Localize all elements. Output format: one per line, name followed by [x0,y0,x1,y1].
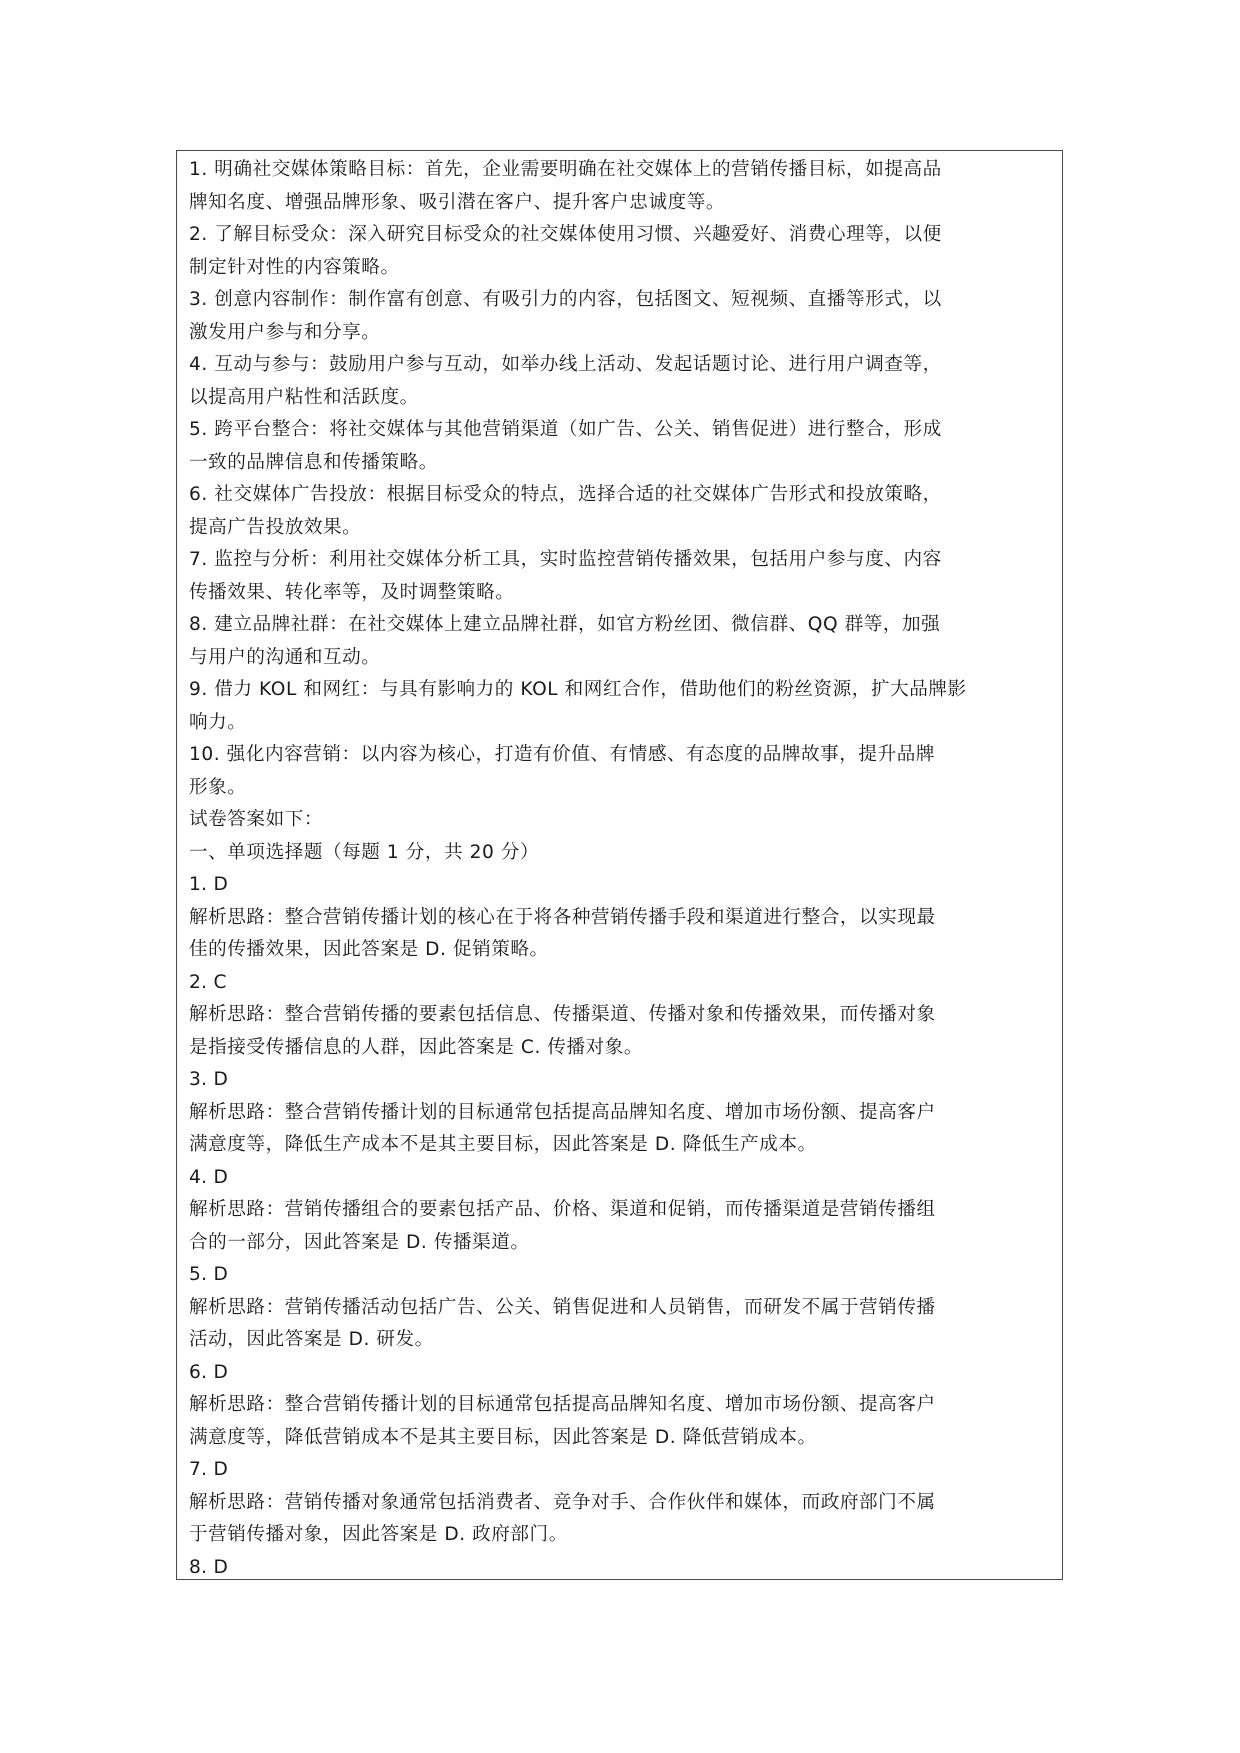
strategy-item-1 [189,154,1050,219]
strategy-line: 响力。 [189,711,247,733]
strategy-line: 5. 跨平台整合：将社交媒体与其他营销渠道（如广告、公关、销售促进）进行整合，形成 [189,419,942,440]
analysis-line: 合的一部分，因此答案是 D. 传播渠道。 [189,1231,530,1253]
content-table-cell [176,150,1063,1580]
answer-label: 6. D [189,1361,229,1383]
analysis-line: 解析思路：营销传播组合的要素包括产品、价格、渠道和促销，而传播渠道是营销传播组 [189,1199,936,1220]
strategy-item-9 [189,674,1050,739]
strategy-line: 一致的品牌信息和传播策略。 [189,451,438,473]
answer-item-8 [189,1552,1050,1585]
answers-intro: 试卷答案如下： [189,809,324,830]
section-title: 一、单项选择题（每题 1 分，共 20 分） [189,841,540,863]
analysis-line: 满意度等，降低生产成本不是其主要目标，因此答案是 D. 降低生产成本。 [189,1134,817,1155]
strategy-line: 提高广告投放效果。 [189,516,362,538]
analysis-line: 满意度等，降低营销成本不是其主要目标，因此答案是 D. 降低营销成本。 [189,1426,817,1448]
answer-item-2 [189,967,1050,1065]
answer-item-3 [189,1064,1050,1162]
strategy-line: 9. 借力 KOL 和网红：与具有影响力的 KOL 和网红合作，借助他们的粉丝资源，扩大品牌影 [189,679,967,700]
strategy-line: 4. 互动与参与：鼓励用户参与互动，如举办线上活动、发起话题讨论、进行用户调查等， [189,354,942,375]
analysis-line: 佳的传播效果，因此答案是 D. 促销策略。 [189,939,549,960]
strategy-item-4 [189,349,1050,414]
strategy-line: 激发用户参与和分享。 [189,321,381,343]
strategy-item-2 [189,219,1050,284]
strategy-line: 6. 社交媒体广告投放：根据目标受众的特点，选择合适的社交媒体广告形式和投放策略， [189,484,942,505]
strategy-line: 制定针对性的内容策略。 [189,256,400,278]
analysis-line: 解析思路：营销传播对象通常包括消费者、竞争对手、合作伙伴和媒体，而政府部门不属 [189,1491,936,1513]
analysis-line: 解析思路：营销传播活动包括广告、公关、销售促进和人员销售，而研发不属于营销传播 [189,1296,936,1318]
answer-label: 2. C [189,971,227,993]
strategy-line: 牌知名度、增强品牌形象、吸引潜在客户、提升客户忠诚度等。 [189,191,726,213]
analysis-line: 解析思路：整合营销传播计划的目标通常包括提高品牌知名度、增加市场份额、提高客户 [189,1101,936,1123]
answer-item-1 [189,869,1050,967]
strategy-line: 与用户的沟通和互动。 [189,646,381,668]
strategy-line: 8. 建立品牌社群：在社交媒体上建立品牌社群，如官方粉丝团、微信群、QQ 群等，加强 [189,614,941,635]
answer-label: 4. D [189,1166,229,1188]
answer-label: 7. D [189,1459,229,1480]
answer-label: 8. D [189,1556,229,1578]
strategy-line: 7. 监控与分析：利用社交媒体分析工具，实时监控营销传播效果，包括用户参与度、内容 [189,549,942,570]
analysis-line: 解析思路：整合营销传播的要素包括信息、传播渠道、传播对象和传播效果，而传播对象 [189,1004,936,1025]
answer-label: 5. D [189,1264,229,1285]
answer-item-7 [189,1454,1050,1552]
analysis-line: 活动，因此答案是 D. 研发。 [189,1329,434,1350]
strategy-item-10 [189,739,1050,804]
strategy-item-5 [189,414,1050,479]
analysis-line: 解析思路：整合营销传播计划的核心在于将各种营销传播手段和渠道进行整合，以实现最 [189,906,936,928]
strategy-line: 1. 明确社交媒体策略目标：首先，企业需要明确在社交媒体上的营销传播目标，如提高品 [189,159,942,180]
strategy-item-7 [189,544,1050,609]
strategy-line: 3. 创意内容制作：制作富有创意、有吸引力的内容，包括图文、短视频、直播等形式，以 [189,289,942,310]
answer-label: 1. D [189,874,229,895]
strategy-line: 2. 了解目标受众：深入研究目标受众的社交媒体使用习惯、兴趣爱好、消费心理等，以便 [189,224,942,245]
strategy-item-6 [189,479,1050,544]
strategy-line: 形象。 [189,776,247,798]
strategy-line: 以提高用户粘性和活跃度。 [189,386,419,408]
strategy-line: 10. 强化内容营销：以内容为核心，打造有价值、有情感、有态度的品牌故事，提升品牌 [189,744,936,765]
analysis-line: 是指接受传播信息的人群，因此答案是 C. 传播对象。 [189,1036,644,1058]
analysis-line: 于营销传播对象，因此答案是 D. 政府部门。 [189,1524,568,1545]
strategy-item-3 [189,284,1050,349]
strategy-item-8 [189,609,1050,674]
answer-item-5 [189,1259,1050,1357]
strategy-line: 传播效果、转化率等，及时调整策略。 [189,581,515,603]
answer-label: 3. D [189,1069,229,1090]
answer-item-6 [189,1357,1050,1455]
analysis-line: 解析思路：整合营销传播计划的目标通常包括提高品牌知名度、增加市场份额、提高客户 [189,1394,936,1415]
answer-item-4 [189,1162,1050,1260]
